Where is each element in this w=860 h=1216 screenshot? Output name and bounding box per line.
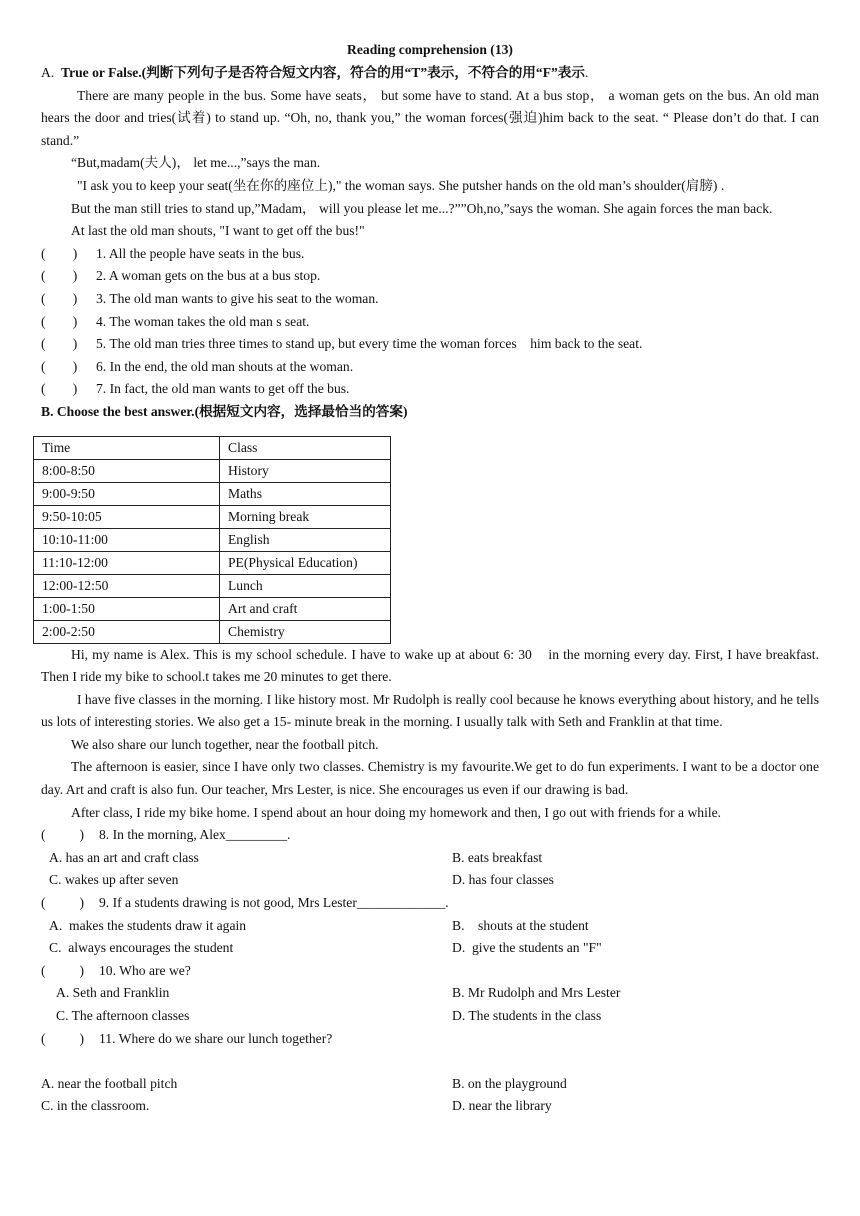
section-a-heading-end: . xyxy=(584,65,589,80)
table-row xyxy=(34,505,391,528)
passage-paragraph-5: After class, I ride my bike home. I spend about an hour doing my homework and then, I go out with friends for a while. xyxy=(71,804,722,820)
question-text: 1. All the people have seats in the bus. xyxy=(96,245,305,261)
class-cell: History xyxy=(220,459,391,482)
question-text: 11. Where do we share our lunch together? xyxy=(99,1030,333,1046)
answer-blank[interactable]: ( ) xyxy=(41,268,78,284)
time-cell: 11:10-12:00 xyxy=(34,551,220,574)
class-cell: PE(Physical Education) xyxy=(220,551,391,574)
time-cell: 12:00-12:50 xyxy=(34,574,220,597)
spacer xyxy=(41,1050,819,1073)
class-cell: Maths xyxy=(220,482,391,505)
question-text: 7. In fact, the old man wants to get off the bus. xyxy=(96,381,350,397)
answer-blank[interactable]: ( ) xyxy=(41,962,85,978)
time-cell: 9:50-10:05 xyxy=(34,505,220,528)
tf-question-7 xyxy=(41,378,819,401)
table-header-row xyxy=(34,436,391,459)
option-b[interactable]: B. Mr Rudolph and Mrs Lester xyxy=(452,985,621,1001)
section-a-heading xyxy=(41,62,819,85)
tf-question-6 xyxy=(41,356,819,379)
table-row xyxy=(34,528,391,551)
question-text: 3. The old man wants to give his seat to the woman. xyxy=(96,290,379,306)
option-d[interactable]: D. give the students an "F" xyxy=(452,940,602,956)
options-row xyxy=(41,847,819,870)
option-a[interactable]: A. has an art and craft class xyxy=(49,849,199,865)
passage-paragraph-3: We also share our lunch together, near the football pitch. xyxy=(71,736,379,752)
options-row xyxy=(41,1005,819,1028)
class-cell: Chemistry xyxy=(220,620,391,643)
option-d[interactable]: D. near the library xyxy=(452,1098,552,1114)
options-row xyxy=(41,982,819,1005)
question-text: 2. A woman gets on the bus at a bus stop. xyxy=(96,268,321,284)
passage-paragraph-2: I have five classes in the morning. I like history most. Mr Rudolph is really cool because he knows everything about history, and he tells us lots of interesting stories. We also get a 15- minute break in the morning. I usually talk with Seth and Franklin at that time. xyxy=(41,691,819,730)
question-text: 10. Who are we? xyxy=(99,962,191,978)
story-paragraph-1: There are many people in the bus. Some have seats， but some have to stand. At a bus stop， a woman gets on the bus. An old man hears the door and tries(试着) to stand up. “Oh, no, thank you,” the woman forces(强迫)him back to the seat. “ Please don’t do that. I can stand.” xyxy=(41,87,819,148)
question-text: 9. If a students drawing is not good, Mrs Lester_____________. xyxy=(99,895,449,911)
option-d[interactable]: D. The students in the class xyxy=(452,1008,602,1023)
mc-question-10 xyxy=(41,960,819,983)
time-cell: 1:00-1:50 xyxy=(34,597,220,620)
options-row xyxy=(41,1095,819,1118)
header-cell-class: Class xyxy=(220,436,391,459)
option-a[interactable]: A. Seth and Franklin xyxy=(56,985,170,1001)
option-c[interactable]: C. in the classroom. xyxy=(41,1098,150,1114)
school-schedule-table xyxy=(33,436,391,644)
question-text: 5. The old man tries three times to stand up, but every time the woman forces him back to the seat. xyxy=(96,336,643,352)
section-a-instructions: True or False.(判断下列句子是否符合短文内容，符合的用“T”表示，不符合的用“F”表示 xyxy=(61,65,585,80)
section-b-heading: B. Choose the best answer.(根据短文内容，选择最恰当的答案) xyxy=(41,403,408,419)
class-cell: Morning break xyxy=(220,505,391,528)
answer-blank[interactable]: ( ) xyxy=(41,358,78,374)
option-b[interactable]: B. on the playground xyxy=(452,1075,567,1091)
story-paragraph-3: "I ask you to keep your seat(坐在你的座位上)," the woman says. She putsher hands on the old man’s shoulder(肩膀) . xyxy=(77,177,725,193)
mc-question-9 xyxy=(41,892,819,915)
time-cell: 8:00-8:50 xyxy=(34,459,220,482)
table-row xyxy=(34,459,391,482)
options-row xyxy=(41,1073,819,1096)
page-title: Reading comprehension (13) xyxy=(347,42,513,57)
class-cell: Art and craft xyxy=(220,597,391,620)
question-text: 6. In the end, the old man shouts at the woman. xyxy=(96,358,354,374)
tf-question-3 xyxy=(41,288,819,311)
table-row xyxy=(34,574,391,597)
class-cell: English xyxy=(220,528,391,551)
answer-blank[interactable]: ( ) xyxy=(41,313,78,329)
tf-question-4 xyxy=(41,311,819,334)
story-paragraph-4: But the man still tries to stand up,”Madam， will you please let me...?””Oh,no,”says the woman. She again forces the man back. xyxy=(71,200,773,216)
answer-blank[interactable]: ( ) xyxy=(41,245,78,261)
option-b[interactable]: B. eats breakfast xyxy=(452,849,543,865)
option-d[interactable]: D. has four classes xyxy=(452,872,554,888)
time-cell: 2:00-2:50 xyxy=(34,620,220,643)
table-row xyxy=(34,620,391,643)
answer-blank[interactable]: ( ) xyxy=(41,290,78,306)
section-a-prefix: A. xyxy=(41,65,62,80)
class-cell: Lunch xyxy=(220,574,391,597)
tf-question-2 xyxy=(41,265,819,288)
option-c[interactable]: C. always encourages the student xyxy=(49,940,234,956)
options-row xyxy=(41,915,819,938)
header-cell-time: Time xyxy=(34,436,220,459)
answer-blank[interactable]: ( ) xyxy=(41,381,78,397)
table-row xyxy=(34,551,391,574)
table-row xyxy=(34,597,391,620)
story-paragraph-2: “But,madam(夫人)， let me...,”says the man. xyxy=(71,155,321,171)
option-c[interactable]: C. wakes up after seven xyxy=(49,872,179,888)
options-row xyxy=(41,869,819,892)
question-text: 4. The woman takes the old man s seat. xyxy=(96,313,310,329)
options-row xyxy=(41,937,819,960)
table-row xyxy=(34,482,391,505)
question-text: 8. In the morning, Alex_________. xyxy=(99,827,291,843)
answer-blank[interactable]: ( ) xyxy=(41,1030,85,1046)
tf-question-1 xyxy=(41,243,819,266)
passage-paragraph-4: The afternoon is easier, since I have only two classes. Chemistry is my favourite.We get to do fun experiments. I want to be a doctor one day. Art and craft is also fun. Our teacher, Mrs Lester, is nice. She encourages us even if our drawing is bad. xyxy=(41,759,819,798)
tf-question-5 xyxy=(41,333,819,356)
answer-blank[interactable]: ( ) xyxy=(41,827,85,843)
option-b[interactable]: B. shouts at the student xyxy=(452,917,589,933)
mc-question-8 xyxy=(41,824,819,847)
option-a[interactable]: A. near the football pitch xyxy=(41,1075,178,1091)
passage-paragraph-1: Hi, my name is Alex. This is my school schedule. I have to wake up at about 6: 30 in the morning every day. First, I have breakfast. Then I ride my bike to school.t takes me 20 minutes to get there. xyxy=(41,646,823,685)
time-cell: 9:00-9:50 xyxy=(34,482,220,505)
answer-blank[interactable]: ( ) xyxy=(41,336,78,352)
option-c[interactable]: C. The afternoon classes xyxy=(56,1008,190,1023)
story-paragraph-5: At last the old man shouts, "I want to get off the bus!" xyxy=(71,223,365,239)
answer-blank[interactable]: ( ) xyxy=(41,895,85,911)
mc-question-11 xyxy=(41,1028,819,1051)
time-cell: 10:10-11:00 xyxy=(34,528,220,551)
worksheet-page xyxy=(41,40,823,1118)
option-a[interactable]: A. makes the students draw it again xyxy=(49,917,247,933)
